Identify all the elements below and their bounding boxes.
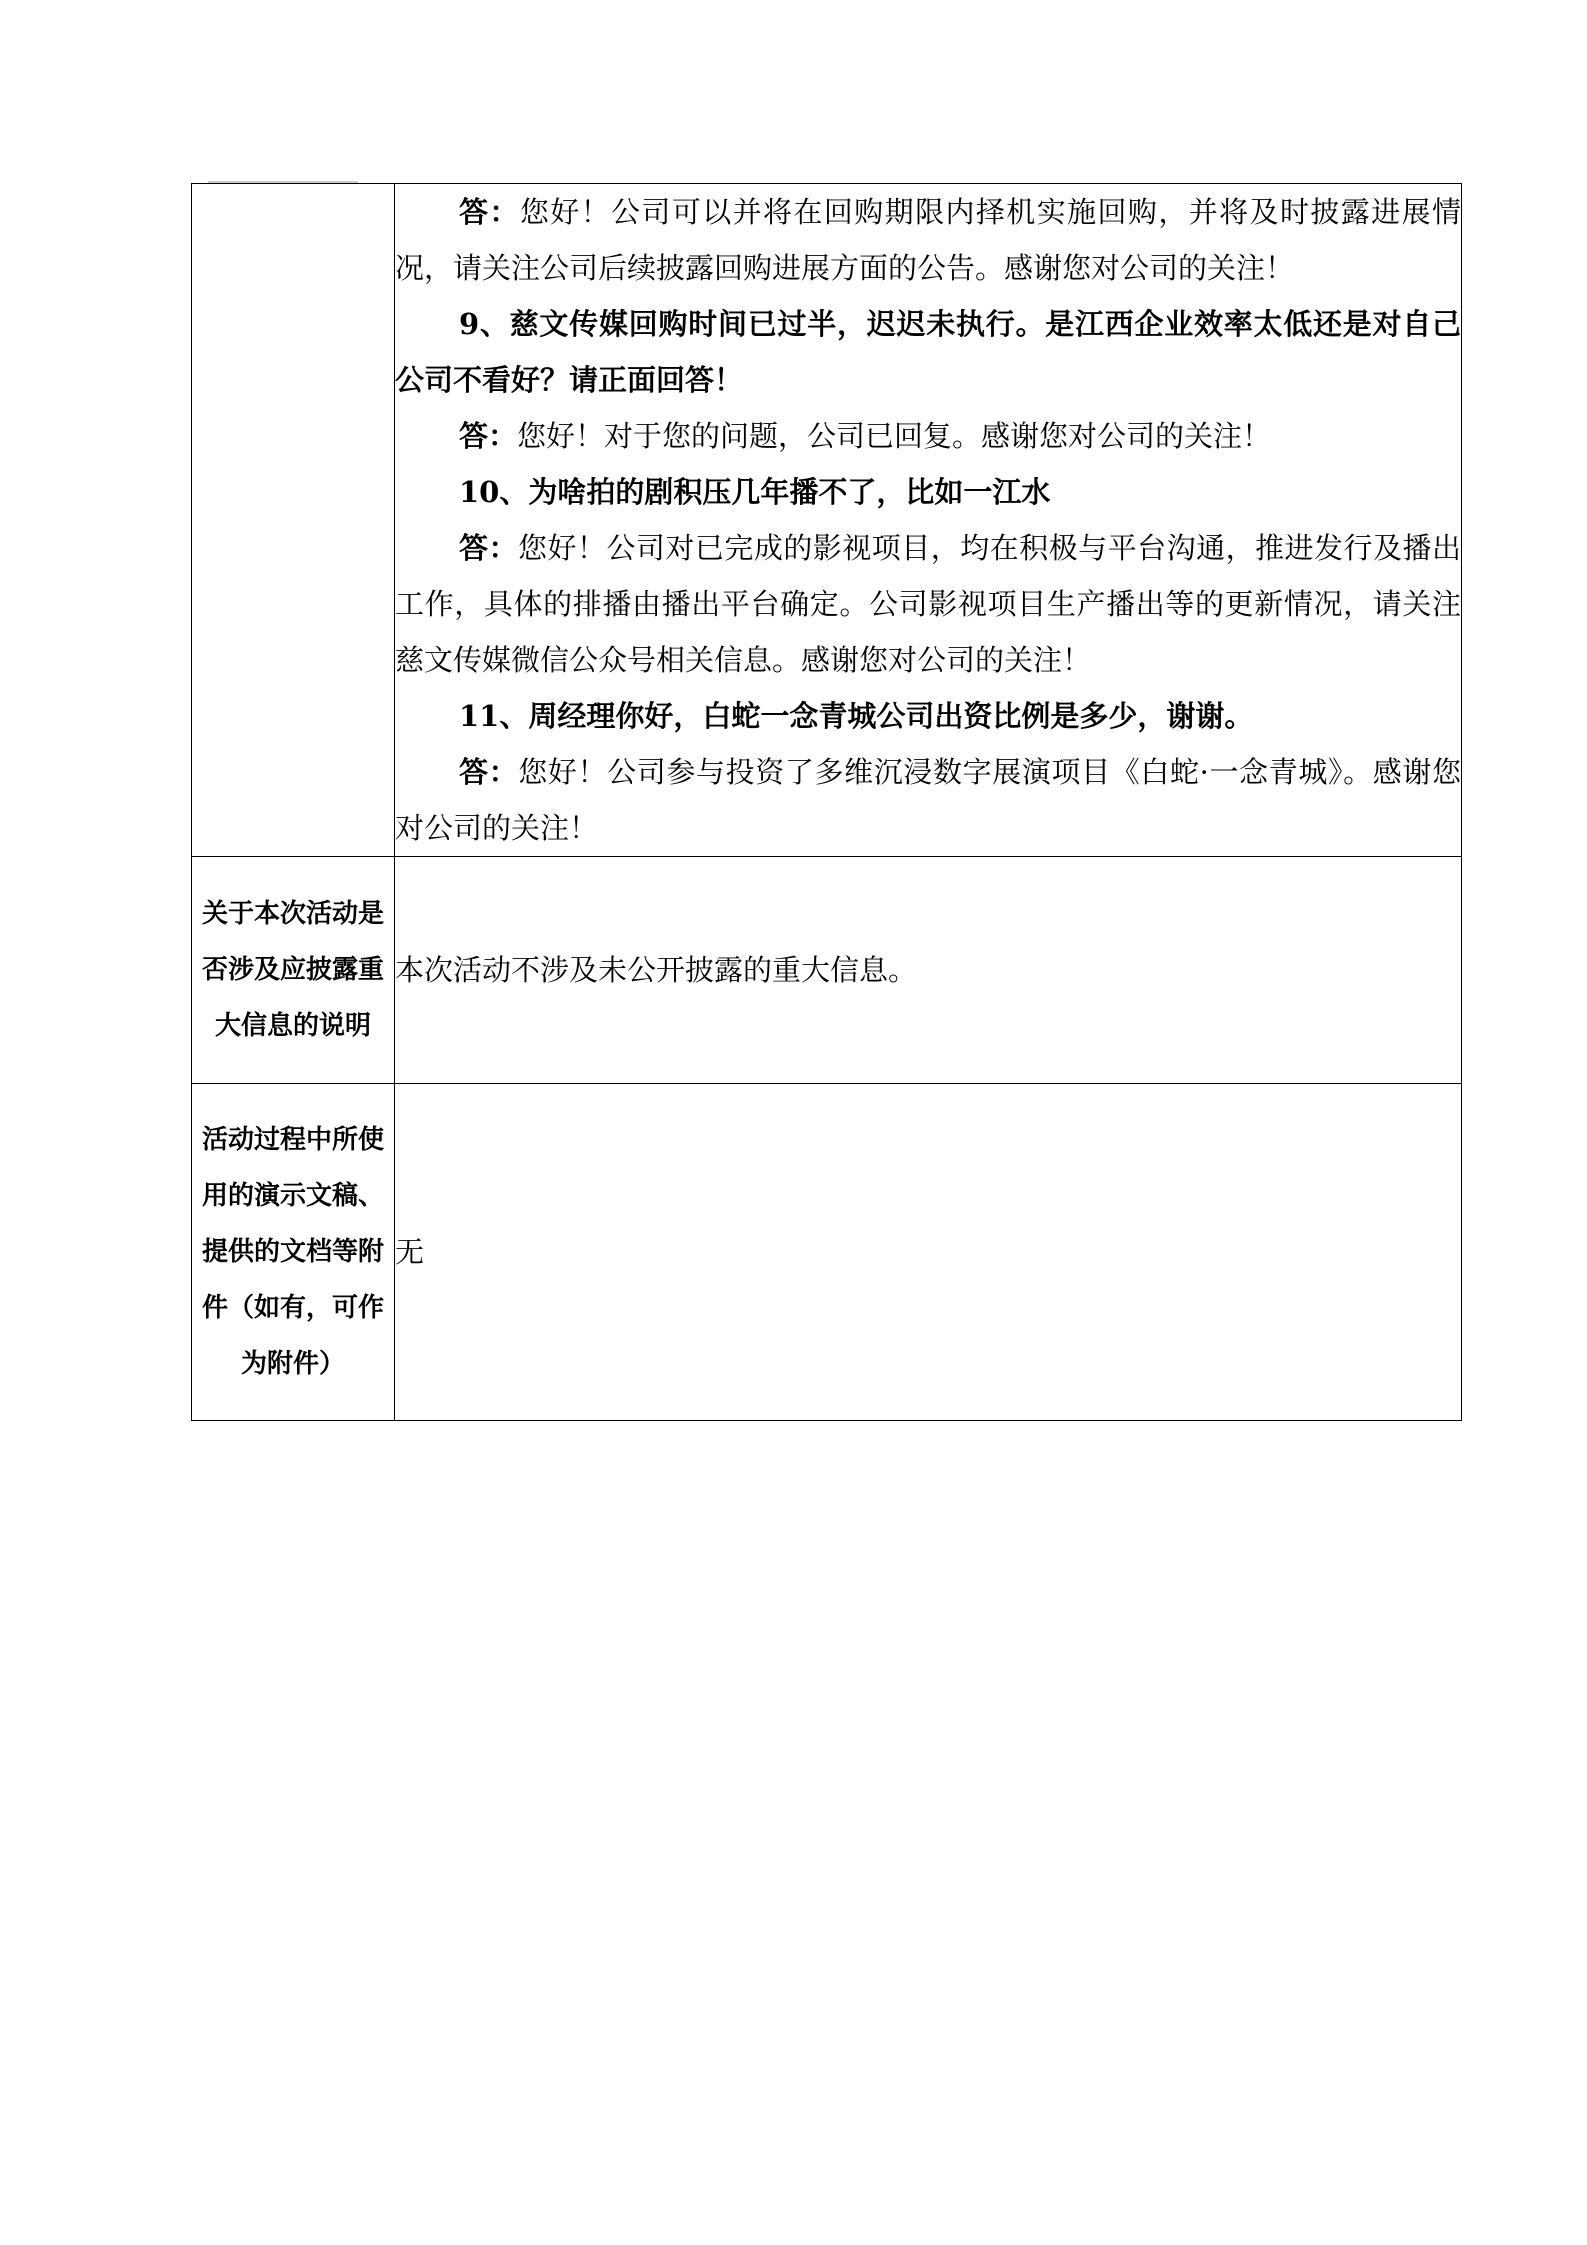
answer-prefix: 答：	[459, 419, 518, 453]
answer-paragraph	[395, 408, 1461, 464]
table-row-attachments	[192, 1084, 1462, 1421]
question-paragraph: 11、周经理你好，白蛇一念青城公司出资比例是多少，谢谢。	[459, 699, 1254, 733]
attachments-label-cell: 活动过程中所使用的演示文稿、提供的文档等附件（如有，可作为附件）	[192, 1084, 395, 1421]
question-paragraph: 10、为啥拍的剧积压几年播不了，比如一江水	[459, 475, 1051, 509]
answer-paragraph	[395, 184, 1461, 296]
answer-text: 您好！对于您的问题，公司已回复。感谢您对公司的关注！	[517, 419, 1272, 453]
investor-relations-record-table	[191, 183, 1462, 1421]
table-row-qa	[192, 184, 1462, 857]
question-paragraph: 9、慈文传媒回购时间已过半，迟迟未执行。是江西企业效率太低还是对自己公司不看好？请正面回答！	[395, 307, 1461, 397]
disclosure-label-cell: 关于本次活动是否涉及应披露重大信息的说明	[192, 857, 395, 1084]
answer-paragraph	[395, 520, 1461, 688]
disclosure-content-cell: 本次活动不涉及未公开披露的重大信息。	[395, 857, 1462, 1084]
answer-text: 您好！公司对已完成的影视项目，均在积极与平台沟通，推进发行及播出工作，具体的排播由播出平台确定。公司影视项目生产播出等的更新情况，请关注慈文传媒微信公众号相关信息。感谢您对公司的关注！	[395, 531, 1461, 677]
qa-label-cell	[192, 184, 395, 857]
answer-text: 您好！公司可以并将在回购期限内择机实施回购，并将及时披露进展情况，请关注公司后续披露回购进展方面的公告。感谢您对公司的关注！	[395, 195, 1461, 285]
answer-paragraph	[395, 744, 1461, 856]
attachments-content-cell: 无	[395, 1084, 1462, 1421]
table-row-disclosure	[192, 857, 1462, 1084]
answer-prefix: 答：	[459, 755, 519, 789]
answer-text: 您好！公司参与投资了多维沉浸数字展演项目《白蛇·一念青城》。感谢您对公司的关注！	[395, 755, 1461, 845]
qa-content-cell	[395, 184, 1462, 857]
answer-prefix: 答：	[459, 531, 518, 565]
answer-prefix: 答：	[459, 195, 520, 229]
